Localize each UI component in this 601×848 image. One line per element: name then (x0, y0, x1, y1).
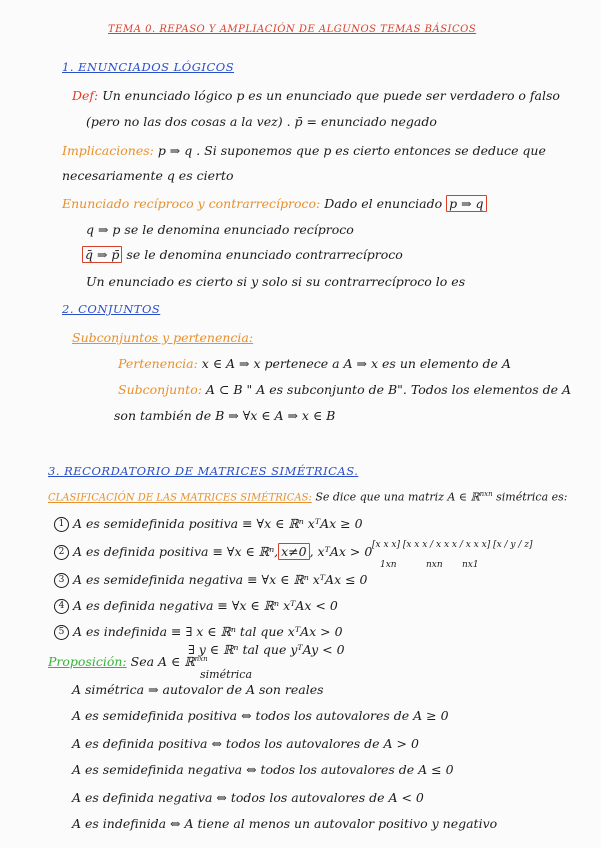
prop-2: A es semidefinida positiva ⇔ todos los autovalores de A ≥ 0 (72, 708, 449, 723)
item-text: A es indefinida ≡ ∃ x ∈ ℝⁿ tal que xᵀAx > 0 (73, 624, 343, 639)
classification-line (48, 490, 568, 504)
item-number: 2 (54, 545, 69, 560)
prop-sup: nxn (194, 654, 208, 663)
item-text: A es definida positiva ≡ ∀x ∈ ℝⁿ, (73, 544, 279, 559)
prop-6: A es indefinida ⇔ A tiene al menos un autovalor positivo y negativo (72, 816, 498, 831)
class-text-2: simétrica es: (496, 490, 568, 504)
item-text-post: , xᵀAx > 0 (309, 544, 373, 559)
item-number: 5 (54, 625, 69, 640)
prop-4: A es semidefinida negativa ⇔ todos los autovalores de A ≤ 0 (72, 762, 454, 777)
matrix-label-1: 1xn (380, 560, 397, 570)
recip-line-3: Un enunciado es cierto si y solo si su contrarrecíproco lo es (86, 274, 466, 289)
subc-text: A ⊂ B " A es subconjunto de B". Todos los elementos de A (205, 382, 571, 397)
prop-sub: simétrica (200, 668, 253, 681)
subconjunto-line (118, 382, 571, 397)
subc-text-2: son también de B ⇒ ∀x ∈ A ⇒ x ∈ B (114, 408, 336, 423)
definition-line (72, 88, 560, 103)
recip-expr-text: se le denomina enunciado recíproco (124, 222, 354, 237)
recip-box: p ⇒ q (446, 195, 486, 212)
pert-label: Pertenencia: (118, 356, 198, 371)
impl-label: Implicaciones: (62, 143, 154, 158)
reciprocal-def (86, 222, 354, 237)
def-label: Def: (72, 88, 99, 103)
item-number: 4 (54, 599, 69, 614)
item-text: A es semidefinida positiva ≡ ∀x ∈ ℝⁿ xᵀAx ≥ 0 (73, 516, 363, 531)
class-text: Se dice que una matriz A ∈ ℝ (315, 490, 480, 504)
pertenencia-line (118, 356, 511, 371)
prop-1: A simétrica ⇒ autovalor de A son reales (72, 682, 324, 697)
item-text: A es semidefinida negativa ≡ ∀x ∈ ℝⁿ xᵀAx ≤ 0 (73, 572, 368, 587)
page-title: TEMA 0. REPASO Y AMPLIACIÓN DE ALGUNOS TEMAS BÁSICOS (108, 24, 477, 35)
item-text: A es definida negativa ≡ ∀x ∈ ℝⁿ xᵀAx < 0 (73, 598, 338, 613)
section-2-heading: 2. CONJUNTOS (62, 302, 161, 316)
prop-text: Sea A ∈ ℝ (130, 654, 195, 669)
class-label: CLASIFICACIÓN DE LAS MATRICES SIMÉTRICAS: (48, 492, 312, 504)
contra-text: se le denomina enunciado contrarrecíproco (126, 247, 403, 262)
def-text: Un enunciado lógico p es un enunciado que puede ser verdadero o falso (102, 88, 560, 103)
item-5-line-2: ∃ y ∈ ℝⁿ tal que yᵀAy < 0 (188, 642, 345, 657)
matrix-label-3: nx1 (462, 560, 479, 570)
impl-text: p ⇒ q . Si suponemos que p es cierto entonces se deduce que (157, 143, 546, 158)
proposition-line (48, 654, 208, 669)
recip-text: Dado el enunciado (324, 196, 443, 211)
implication-line (62, 143, 546, 158)
item-1 (54, 516, 363, 532)
prop-5: A es definida negativa ⇔ todos los autovalores de A < 0 (72, 790, 424, 805)
item-5 (54, 624, 343, 640)
recip-expr: q ⇒ p (86, 222, 121, 237)
pert-text: x ∈ A ⇒ x pertenece a A ⇒ x es un elemento de A (201, 356, 511, 371)
item-2 (54, 544, 372, 560)
item-box: x≠0 (278, 543, 309, 560)
class-sup: nxn (479, 490, 493, 498)
contra-box: q̄ ⇒ p̄ (82, 246, 122, 263)
section-3-heading: 3. RECORDATORIO DE MATRICES SIMÉTRICAS. (48, 464, 359, 478)
section-1-heading: 1. ENUNCIADOS LÓGICOS (62, 60, 235, 74)
prop-label: Proposición: (48, 654, 127, 669)
impl-text-2: necesariamente q es cierto (62, 168, 234, 183)
item-number: 3 (54, 573, 69, 588)
reciprocal-line (62, 196, 487, 211)
recip-label: Enunciado recíproco y contrarrecíproco: (62, 196, 321, 211)
prop-3: A es definida positiva ⇔ todos los autovalores de A > 0 (72, 736, 419, 751)
def-text-2: (pero no las dos cosas a la vez) . p̄ = enunciado negado (86, 114, 437, 129)
item-3 (54, 572, 368, 588)
matrix-label-2: nxn (426, 560, 443, 570)
matrix-sketch: [x x x] [x x x / x x x / x x x] [x / y / z] (372, 540, 533, 550)
contrareciprocal-def (82, 247, 403, 262)
subc-label: Subconjunto: (118, 382, 202, 397)
item-4 (54, 598, 338, 614)
item-number: 1 (54, 517, 69, 532)
section-2-subheading: Subconjuntos y pertenencia: (72, 330, 254, 345)
